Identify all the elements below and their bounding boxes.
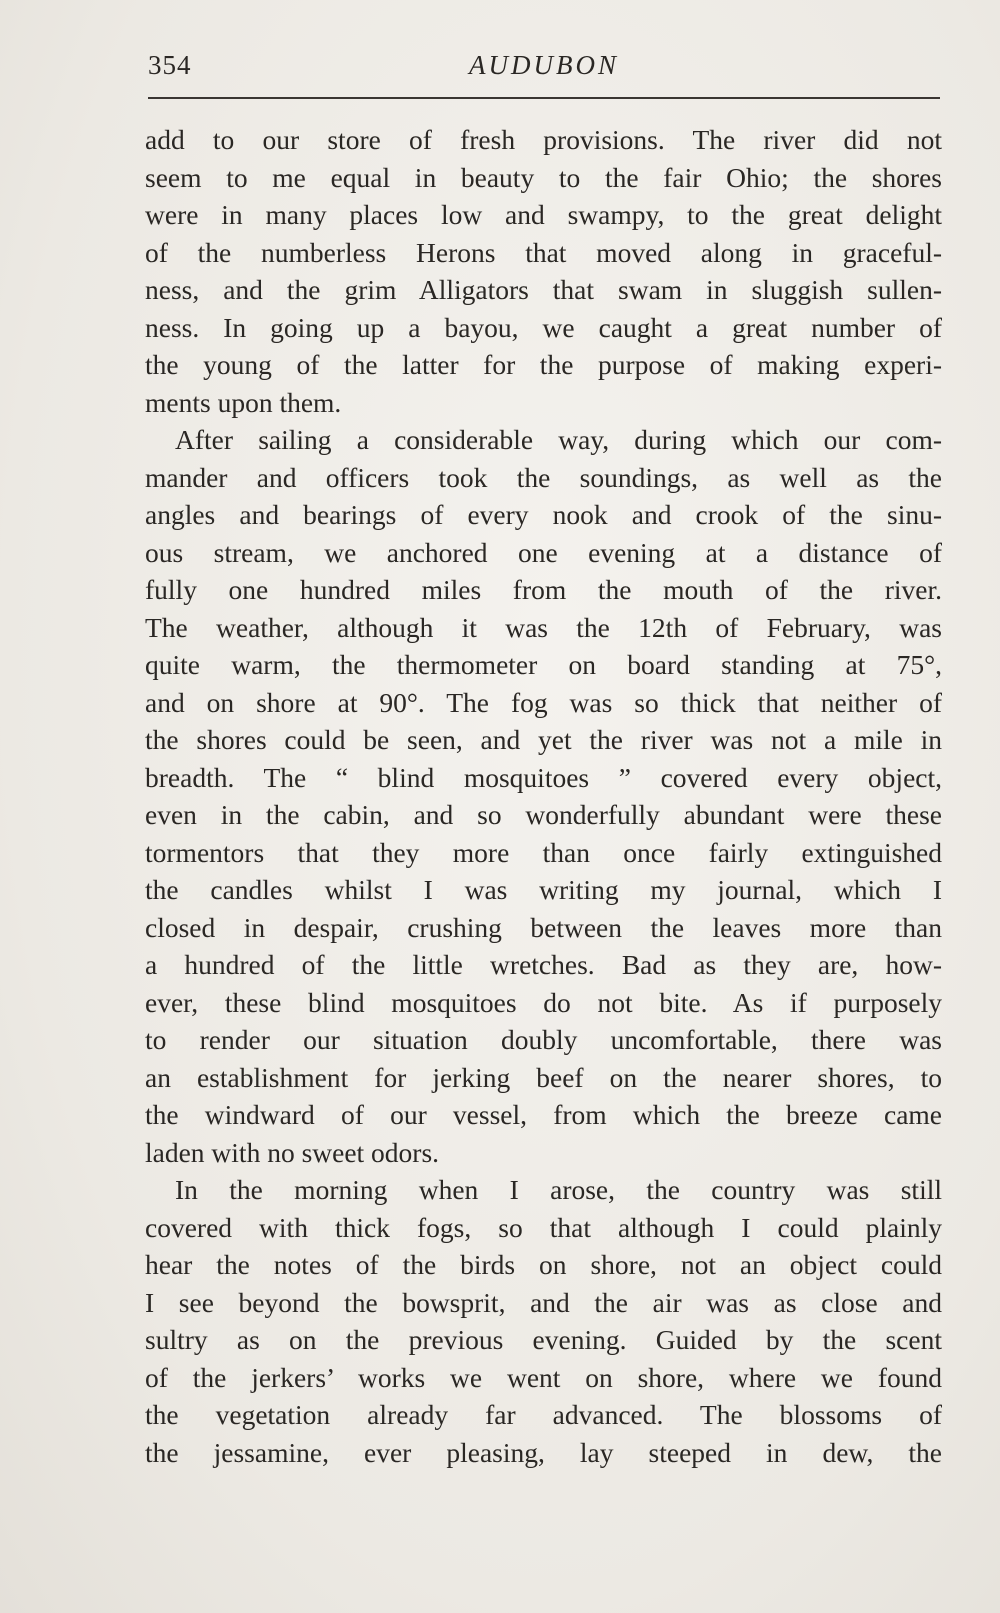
text-line: the candles whilst I was writing my journal, which I	[145, 874, 942, 905]
text-line: ness. In going up a bayou, we caught a great number of	[145, 311, 942, 343]
running-title: AUDUBON	[469, 50, 619, 80]
text-line: the vegetation already far advanced. The blossoms of	[145, 1399, 942, 1430]
header-rule	[148, 97, 940, 99]
text-line: the jessamine, ever pleasing, lay steeped in dew, the	[145, 1436, 942, 1468]
text-line: and on shore at 90°. The fog was so thick that neither of	[145, 686, 942, 718]
body-text	[145, 121, 942, 1471]
running-head	[148, 50, 940, 90]
text-line: I see beyond the bowsprit, and the air was as close and	[145, 1286, 942, 1318]
text-line: ness, and the grim Alligators that swam in sluggish sullen-	[145, 274, 942, 305]
paragraph-start-line: In the morning when I arose, the country was still	[175, 1174, 942, 1205]
text-line: of the numberless Herons that moved along in graceful-	[145, 236, 942, 268]
text-line: mander and officers took the soundings, as well as the	[145, 461, 942, 493]
text-line: angles and bearings of every nook and crook of the sinu-	[145, 499, 942, 530]
text-line: a hundred of the little wretches. Bad as they are, how-	[145, 949, 942, 980]
text-line: even in the cabin, and so wonderfully abundant were these	[145, 799, 942, 830]
text-line: fully one hundred miles from the mouth of the river.	[145, 574, 942, 605]
text-line: quite warm, the thermometer on board standing at 75°,	[145, 649, 942, 680]
text-line: closed in despair, crushing between the leaves more than	[145, 911, 942, 943]
text-line: tormentors that they more than once fairly extinguished	[145, 836, 942, 868]
text-line: add to our store of fresh provisions. The river did not	[145, 124, 942, 155]
text-line: ous stream, we anchored one evening at a distance of	[145, 536, 942, 568]
text-line: of the jerkers’ works we went on shore, where we found	[145, 1361, 942, 1393]
text-line: the windward of our vessel, from which the breeze came	[145, 1099, 942, 1130]
text-line: seem to me equal in beauty to the fair Ohio; the shores	[145, 161, 942, 193]
text-line: covered with thick fogs, so that although I could plainly	[145, 1211, 942, 1243]
text-line: The weather, although it was the 12th of February, was	[145, 611, 942, 643]
text-line: hear the notes of the birds on shore, not an object could	[145, 1249, 942, 1280]
text-line: were in many places low and swampy, to the great delight	[145, 199, 942, 230]
page-number: 354	[148, 50, 192, 80]
text-line: sultry as on the previous evening. Guided by the scent	[145, 1324, 942, 1355]
text-line: ever, these blind mosquitoes do not bite. As if purposely	[145, 986, 942, 1018]
text-line: the young of the latter for the purpose of making experi-	[145, 349, 942, 380]
paragraph-end-line: ments upon them.	[145, 386, 342, 418]
paragraph-end-line: laden with no sweet odors.	[145, 1136, 440, 1168]
text-line: breadth. The “ blind mosquitoes ” covered every object,	[145, 761, 942, 793]
text-line: an establishment for jerking beef on the nearer shores, to	[145, 1061, 942, 1093]
text-line: the shores could be seen, and yet the river was not a mile in	[145, 724, 942, 755]
paragraph-start-line: After sailing a considerable way, during which our com-	[175, 424, 942, 455]
text-line: to render our situation doubly uncomfortable, there was	[145, 1024, 942, 1055]
